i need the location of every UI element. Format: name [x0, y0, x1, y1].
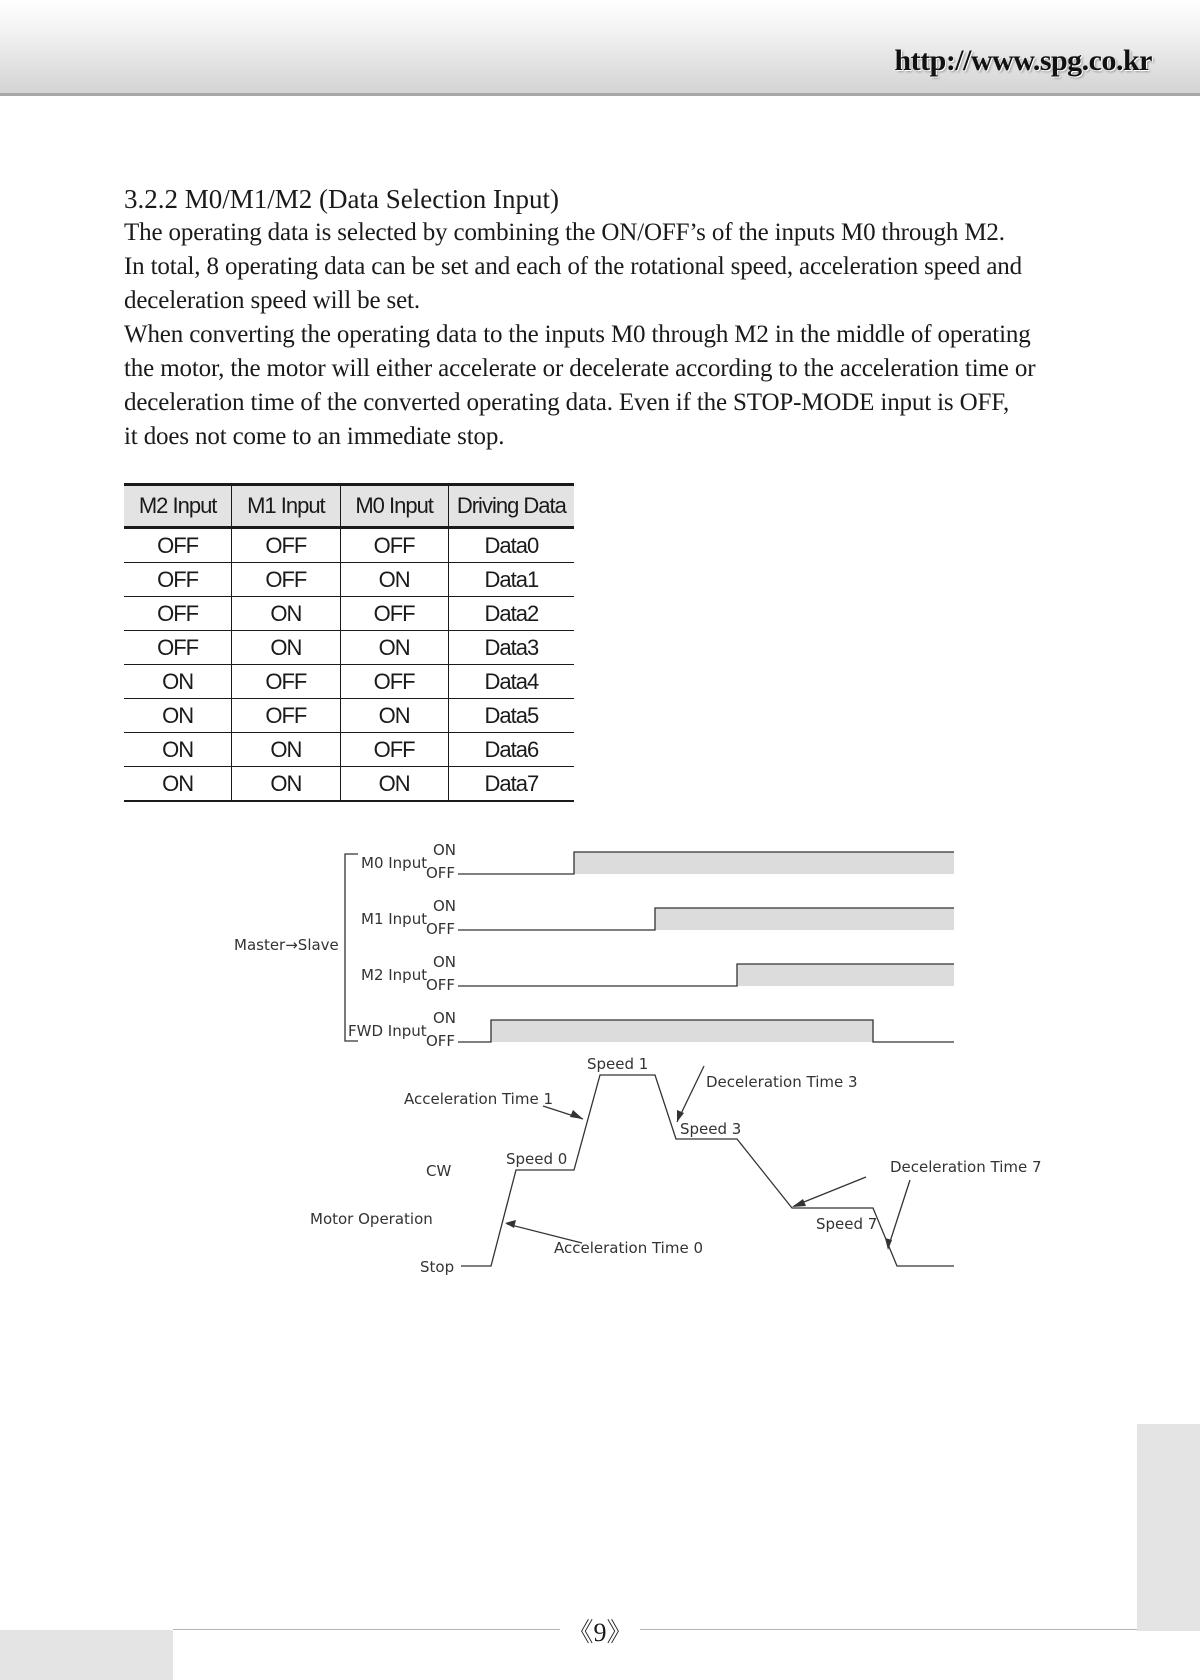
- table-row: [124, 597, 574, 631]
- table-row: [124, 733, 574, 767]
- cell-driving-data: Data1: [448, 563, 574, 597]
- header-m2: M2 Input: [124, 485, 232, 528]
- paragraph-line: deceleration speed will be set.: [124, 287, 420, 314]
- speed7-label: Speed 7: [816, 1215, 878, 1233]
- cell-m0: ON: [340, 767, 448, 802]
- speed1-label: Speed 1: [587, 1055, 649, 1073]
- paragraph-line: the motor, the motor will either accelerate or decelerate according to the acceleration time or: [124, 355, 1036, 382]
- cell-m0: OFF: [340, 528, 448, 563]
- cell-m0: ON: [340, 699, 448, 733]
- decel3-label: Deceleration Time 3: [706, 1073, 858, 1091]
- decel7-leader-b: [888, 1180, 910, 1248]
- m2-on-band: [737, 964, 954, 986]
- cell-driving-data: Data5: [448, 699, 574, 733]
- off-label: OFF: [426, 920, 456, 938]
- cell-driving-data: Data7: [448, 767, 574, 802]
- stop-label: Stop: [420, 1258, 455, 1276]
- accel1-label: Acceleration Time 1: [404, 1090, 553, 1108]
- data-selection-table: [124, 483, 574, 802]
- decel7-label: Deceleration Time 7: [890, 1158, 1042, 1176]
- off-label: OFF: [426, 1032, 456, 1050]
- header-driving-data: Driving Data: [448, 485, 574, 528]
- footer-block: [0, 1630, 173, 1680]
- paragraph-line: deceleration time of the converted operating data. Even if the STOP-MODE input is OFF,: [124, 389, 1010, 416]
- cell-m0: OFF: [340, 733, 448, 767]
- fwd-input-label: FWD Input: [348, 1022, 427, 1040]
- table-row: [124, 767, 574, 802]
- footer-rule-right: [640, 1629, 1137, 1630]
- cell-driving-data: Data4: [448, 665, 574, 699]
- table-header-row: [124, 485, 574, 528]
- cell-m1: ON: [232, 631, 340, 665]
- on-label: ON: [433, 1009, 457, 1027]
- m1-input-label: M1 Input: [361, 910, 428, 928]
- accel0-label: Acceleration Time 0: [554, 1239, 703, 1257]
- m2-input-label: M2 Input: [361, 966, 428, 984]
- cell-m1: OFF: [232, 563, 340, 597]
- cell-driving-data: Data6: [448, 733, 574, 767]
- master-slave-label: Master→Slave: [234, 936, 339, 954]
- decel7-arrowhead-b: [885, 1238, 892, 1250]
- motor-operation-label: Motor Operation: [310, 1210, 433, 1228]
- m0-input-label: M0 Input: [361, 854, 428, 872]
- cell-m1: OFF: [232, 699, 340, 733]
- cw-label: CW: [426, 1162, 452, 1180]
- paragraph-line: When converting the operating data to the inputs M0 through M2 in the middle of operating: [124, 321, 1031, 348]
- accel0-arrowhead: [505, 1220, 516, 1228]
- site-url: http://www.spg.co.kr: [894, 44, 1152, 77]
- table-row: [124, 631, 574, 665]
- cell-m0: OFF: [340, 597, 448, 631]
- side-tab: [1137, 1424, 1200, 1631]
- decel7-arrowhead-a: [792, 1199, 806, 1207]
- timing-diagram: [0, 830, 1200, 1290]
- speed0-label: Speed 0: [506, 1150, 568, 1168]
- cell-m2: OFF: [124, 563, 232, 597]
- speed3-label: Speed 3: [680, 1120, 742, 1138]
- cell-m2: ON: [124, 665, 232, 699]
- m1-on-band: [655, 908, 954, 930]
- header-m0: M0 Input: [340, 485, 448, 528]
- cell-m1: OFF: [232, 528, 340, 563]
- cell-m2: OFF: [124, 631, 232, 665]
- header-band: [0, 0, 1200, 96]
- fwd-on-band: [491, 1020, 873, 1042]
- on-label: ON: [433, 897, 457, 915]
- master-slave-bracket: [345, 854, 358, 1041]
- off-label: OFF: [426, 864, 456, 882]
- table-row: [124, 528, 574, 563]
- cell-m1: ON: [232, 597, 340, 631]
- m0-on-band: [574, 852, 954, 874]
- table-row: [124, 699, 574, 733]
- paragraph-line: it does not come to an immediate stop.: [124, 423, 505, 450]
- cell-driving-data: Data3: [448, 631, 574, 665]
- cell-m2: ON: [124, 699, 232, 733]
- cell-m2: OFF: [124, 528, 232, 563]
- page-number: 《9》: [560, 1612, 640, 1649]
- off-label: OFF: [426, 976, 456, 994]
- cell-m2: ON: [124, 733, 232, 767]
- cell-m0: ON: [340, 563, 448, 597]
- accel1-arrowhead: [570, 1110, 583, 1119]
- cell-m2: ON: [124, 767, 232, 802]
- section-body: [124, 182, 1144, 454]
- section-title: 3.2.2 M0/M1/M2 (Data Selection Input): [124, 184, 559, 214]
- cell-m1: ON: [232, 733, 340, 767]
- paragraph-line: In total, 8 operating data can be set and each of the rotational speed, acceleration speed and: [124, 253, 1022, 280]
- cell-m1: OFF: [232, 665, 340, 699]
- header-m1: M1 Input: [232, 485, 340, 528]
- cell-driving-data: Data2: [448, 597, 574, 631]
- cell-driving-data: Data0: [448, 528, 574, 563]
- cell-m1: ON: [232, 767, 340, 802]
- decel7-leader-a: [794, 1177, 866, 1206]
- cell-m0: ON: [340, 631, 448, 665]
- cell-m0: OFF: [340, 665, 448, 699]
- on-label: ON: [433, 953, 457, 971]
- on-label: ON: [433, 841, 457, 859]
- cell-m2: OFF: [124, 597, 232, 631]
- table-row: [124, 665, 574, 699]
- footer-rule-left: [173, 1629, 560, 1630]
- paragraph-line: The operating data is selected by combining the ON/OFF’s of the inputs M0 through M2.: [124, 219, 1005, 246]
- table-row: [124, 563, 574, 597]
